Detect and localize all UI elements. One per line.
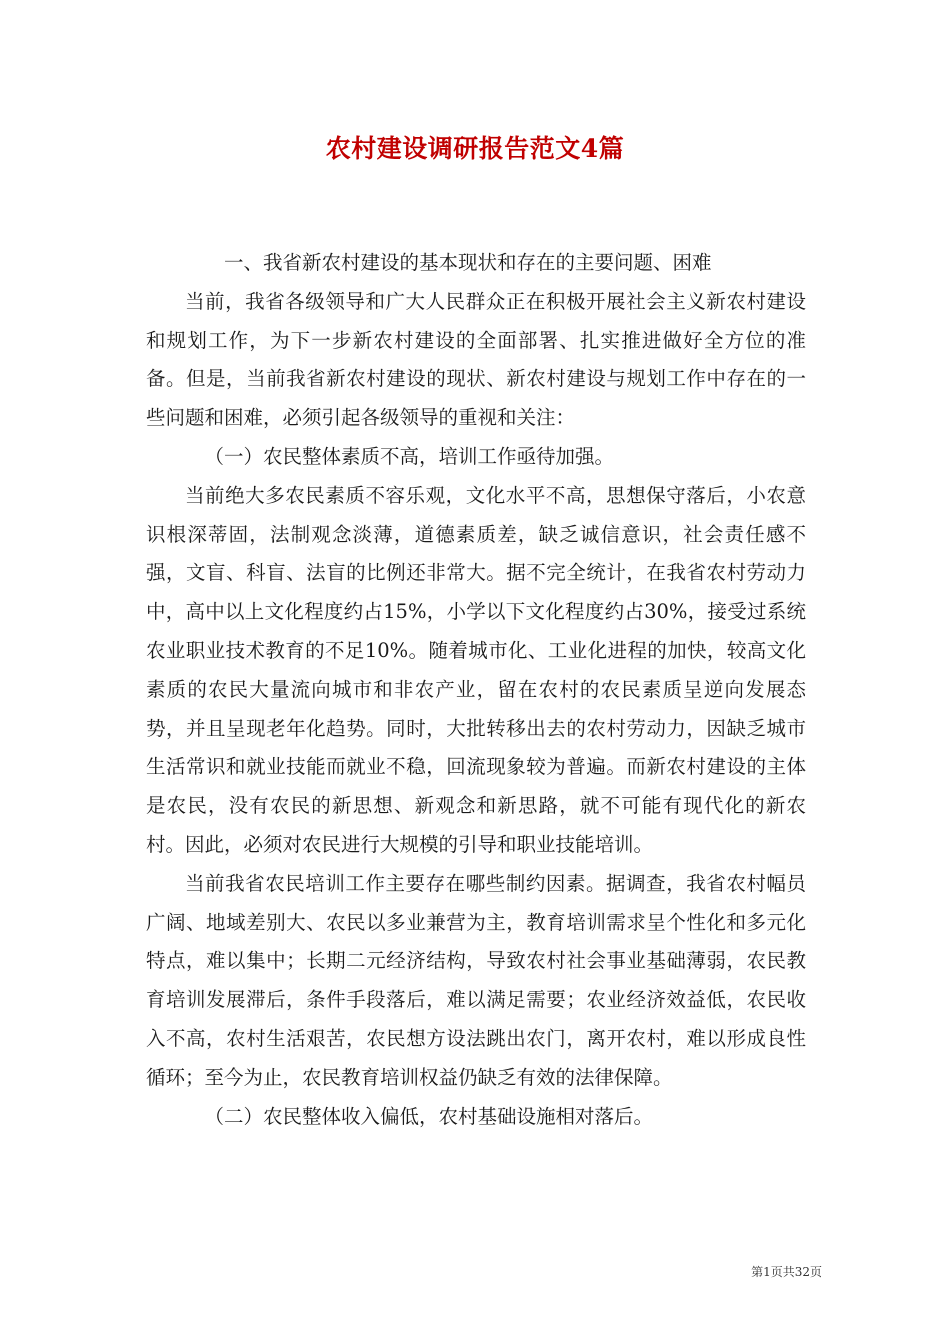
document-title: 农村建设调研报告范文4篇 [325, 134, 625, 163]
section-heading: 一、我省新农村建设的基本现状和存在的主要问题、困难 [224, 251, 712, 274]
page-number: 第1页共32页 [751, 1265, 822, 1279]
body-paragraph: 当前，我省各级领导和广大人民群众正在积极开展社会主义新农村建设和规划工作，为下一步新农村建设的全面部署、扎实推进做好全方位的准备。但是，当前我省新农村建设的现状、新农村建设与规划工作中存在的一些问题和困难，必须引起各级领导的重视和关注： [146, 289, 806, 430]
body-paragraph: 当前我省农民培训工作主要存在哪些制约因素。据调查，我省农村幅员广阔、地域差别大、农民以多业兼营为主，教育培训需求呈个性化和多元化特点，难以集中；长期二元经济结构，导致农村社会事业基础薄弱，农民教育培训发展滞后，条件手段落后，难以满足需要；农业经济效益低，农民收入不高，农村生活艰苦，农民想方设法跳出农门，离开农村，难以形成良性循环；至今为止，农民教育培训权益仍缺乏有效的法律保障。 [146, 871, 806, 1089]
subsection-heading: （二）农民整体收入偏低，农村基础设施相对落后。 [204, 1104, 654, 1128]
subsection-heading: （一）农民整体素质不高，培训工作亟待加强。 [204, 444, 615, 468]
body-paragraph: 当前绝大多农民素质不容乐观，文化水平不高，思想保守落后，小农意识根深蒂固，法制观念淡薄，道德素质差，缺乏诚信意识，社会责任感不强，文盲、科盲、法盲的比例还非常大。据不完全统计，在我省农村劳动力中，高中以上文化程度约占15%，小学以下文化程度约占30%，接受过系统农业职业技术教育的不足10%。随着城市化、工业化进程的加快，较高文化素质的农民大量流向城市和非农产业，留在农村的农民素质呈逆向发展态势，并且呈现老年化趋势。同时，大批转移出去的农村劳动力，因缺乏城市生活常识和就业技能而就业不稳，回流现象较为普遍。而新农村建设的主体是农民，没有农民的新思想、新观念和新思路，就不可能有现代化的新农村。因此，必须对农民进行大规模的引导和职业技能培训。 [146, 483, 806, 856]
document-body [146, 244, 806, 1136]
